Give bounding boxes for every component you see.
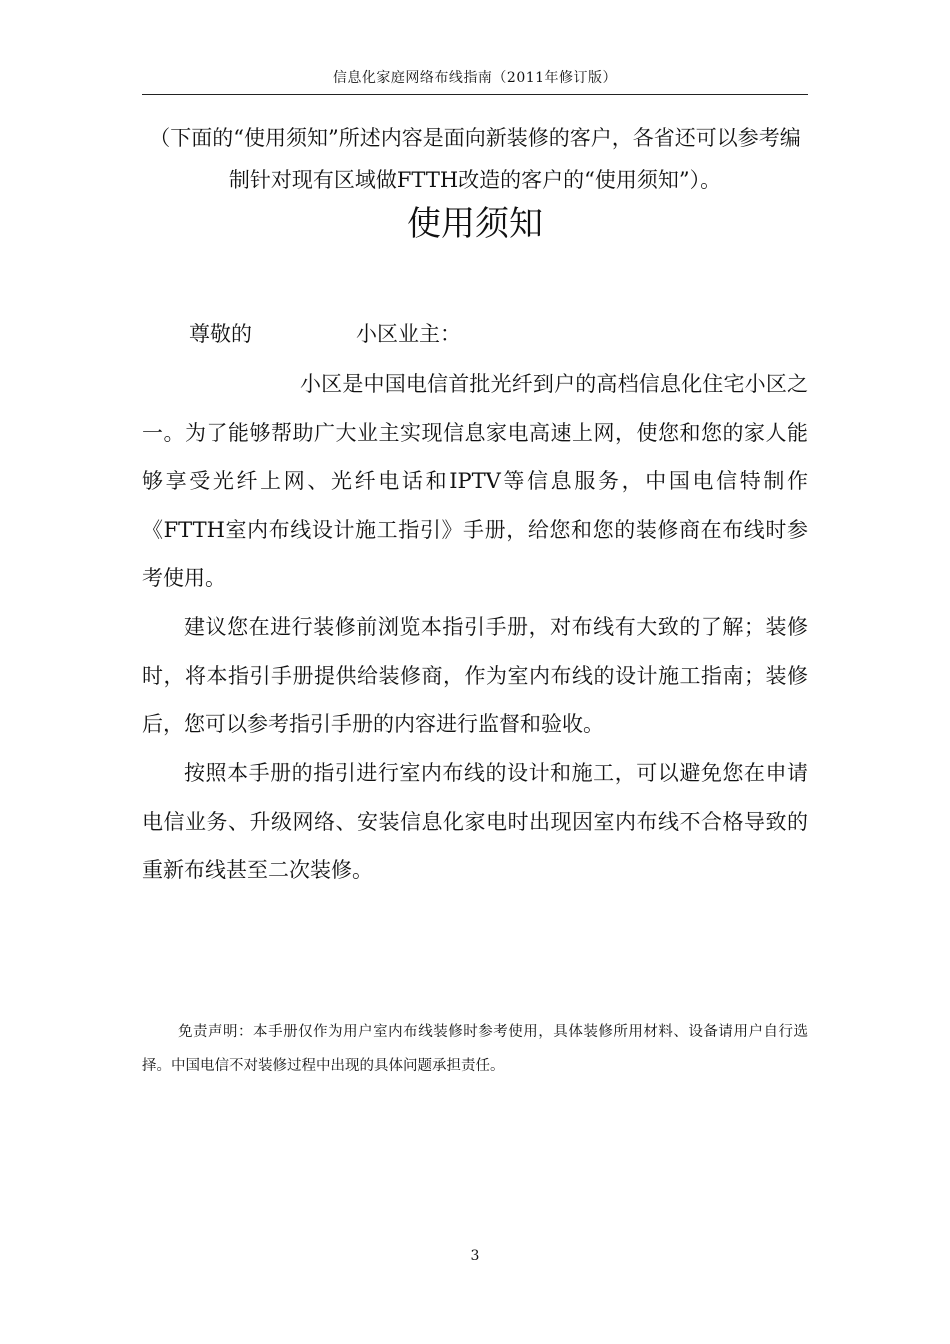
- greeting: [189, 316, 461, 352]
- running-header: 信息化家庭网络布线指南（2011年修订版）: [332, 70, 618, 86]
- page-number: 3: [470, 1248, 480, 1264]
- greeting-prefix: 尊敬的: [189, 322, 252, 346]
- body-paragraph-3: 按照本手册的指引进行室内布线的设计和施工，可以避免您在申请电信业务、升级网络、安装信息化家电时出现因室内布线不合格导致的重新布线甚至二次装修。: [142, 761, 808, 883]
- document-title: 使用须知: [407, 204, 543, 244]
- disclaimer: 免责声明：本手册仅作为用户室内布线装修时参考使用，具体装修所用材料、设备请用户自行选择。中国电信不对装修过程中出现的具体问题承担责任。: [142, 1024, 808, 1074]
- intro-note: （下面的“使用须知”所述内容是面向新装修的客户，各省还可以参考编制针对现有区域做FTTH改造的客户的“使用须知”）。: [149, 126, 801, 192]
- header-divider: [142, 94, 808, 95]
- greeting-suffix: 小区业主：: [356, 322, 461, 346]
- body-paragraph-2: 建议您在进行装修前浏览本指引手册，对布线有大致的了解；装修时，将本指引手册提供给装修商，作为室内布线的设计施工指南；装修后，您可以参考指引手册的内容进行监督和验收。: [142, 615, 808, 737]
- body-paragraph-1: 小区是中国电信首批光纤到户的高档信息化住宅小区之一。为了能够帮助广大业主实现信息家电高速上网，使您和您的家人能够享受光纤上网、光纤电话和IPTV等信息服务，中国电信特制作《FTTH室内布线设计施工指引》手册，给您和您的装修商在布线时参考使用。: [142, 372, 808, 591]
